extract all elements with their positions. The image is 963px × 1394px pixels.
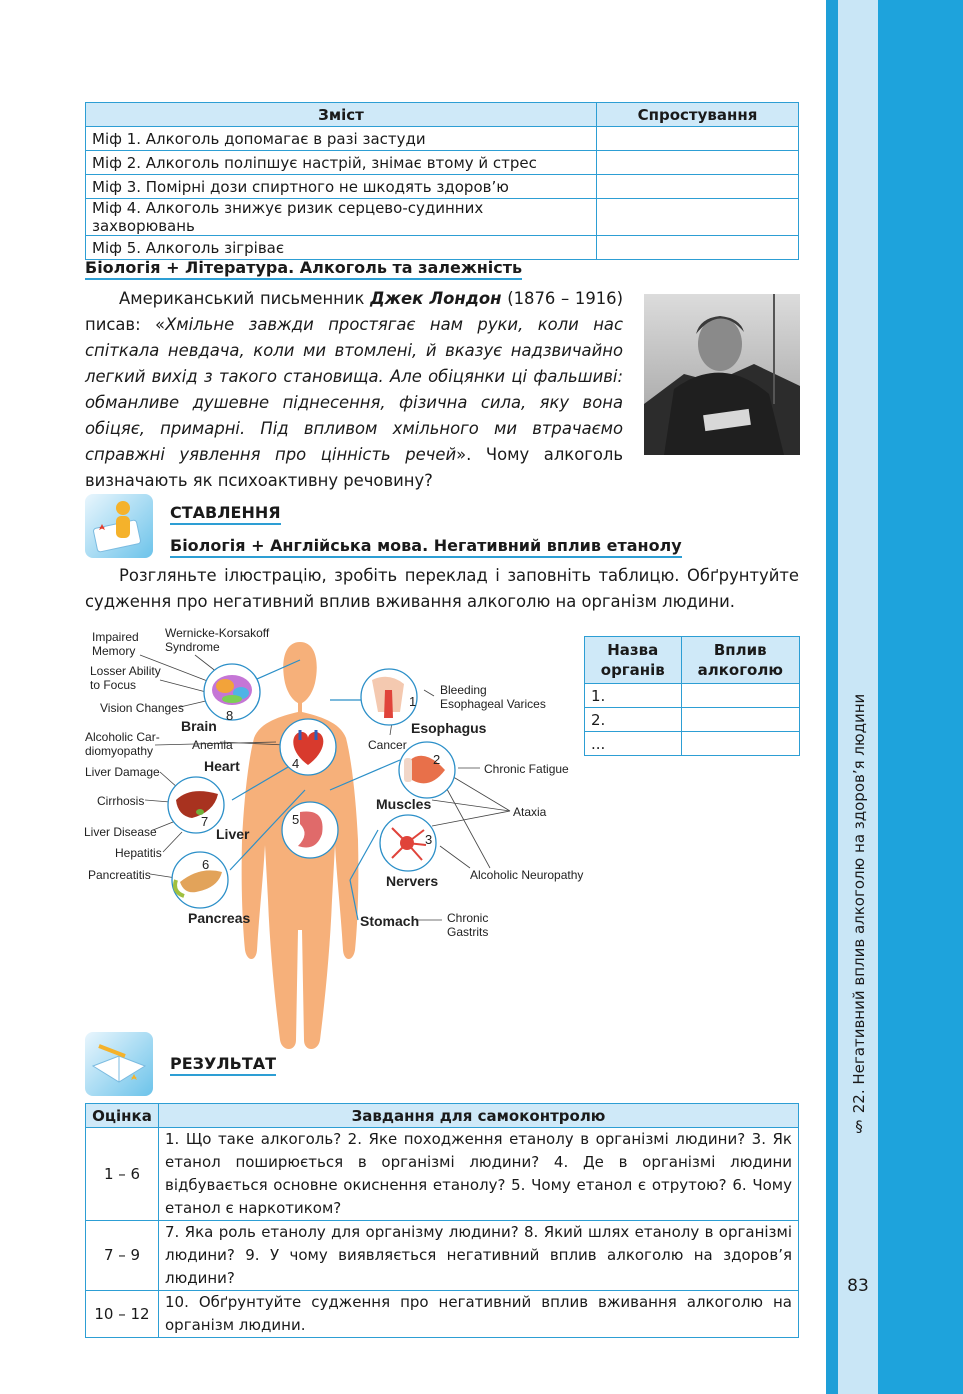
organ-cell: 1.: [585, 684, 682, 708]
myth-cell: Міф 4. Алкоголь знижує ризик серцево-судинних захворювань: [86, 199, 597, 236]
result-icon: [85, 1032, 153, 1096]
organ-pancreas: Pancreas: [188, 910, 251, 926]
label-cancer: Cancer: [368, 738, 407, 752]
organ-number: 5: [292, 812, 300, 827]
attitude-heading: СТАВЛЕННЯ: [170, 503, 281, 525]
refutation-cell[interactable]: [597, 199, 799, 236]
table-row: [86, 127, 799, 151]
myth-cell: Міф 5. Алкоголь зігріває: [86, 236, 597, 260]
author-name: Джек Лондон: [370, 289, 502, 308]
label-losser-ability: Losser Ability to Focus: [90, 664, 161, 692]
label-wernicke: Wernicke-Korsakoff Syndrome: [165, 626, 270, 654]
author-photo: [644, 294, 800, 455]
label-neuropathy: Alcoholic Neuropathy: [470, 868, 584, 882]
label-cirrhosis: Cirrhosis: [97, 794, 145, 808]
myth-cell: Міф 1. Алкоголь допомагає в разі застуди: [86, 127, 597, 151]
label-ataxia: Ataxia: [513, 805, 547, 819]
organ-liver: Liver: [216, 826, 250, 842]
label-bleeding: Bleeding Esophageal Varices: [440, 683, 546, 711]
results-header-tasks: Завдання для самоконтролю: [159, 1104, 799, 1128]
brain-icon: [212, 675, 252, 705]
organ-number: 8: [226, 708, 234, 723]
table-row: [86, 1291, 799, 1338]
organ-heart: Heart: [204, 758, 240, 774]
organ-cell: 2.: [585, 708, 682, 732]
organ-header-effect: Вплив алкоголю: [681, 637, 799, 684]
organ-number: 1: [409, 694, 417, 709]
grade-cell: 1 – 6: [86, 1128, 159, 1221]
page-number: 83: [847, 1276, 869, 1296]
refutation-cell[interactable]: [597, 175, 799, 199]
literature-paragraph: [85, 286, 623, 494]
refutation-cell[interactable]: [597, 236, 799, 260]
label-hepatitis: Hepatitis: [115, 846, 162, 860]
lead-text: Американський письменник: [119, 289, 371, 308]
label-fatigue: Chronic Fatigue: [484, 762, 569, 776]
organ-muscles: Muscles: [376, 796, 432, 812]
organ-header-name: Назва органів: [585, 637, 682, 684]
refutation-cell[interactable]: [597, 151, 799, 175]
person-icon: [85, 494, 153, 558]
organ-esophagus: Esophagus: [411, 720, 487, 736]
organ-nervers: Nervers: [386, 873, 439, 889]
organ-number: 6: [202, 857, 210, 872]
organ-number: 4: [292, 756, 300, 771]
organ-cell: ...: [585, 732, 682, 756]
table-row: [86, 175, 799, 199]
task-cell: 10. Обґрунтуйте судження про негативний вплив вживання алкоголю на організм людини.: [159, 1291, 799, 1338]
organ-number: 2: [433, 752, 441, 767]
attitude-subtitle: Біологія + Англійська мова. Негативний вплив етанолу: [170, 536, 682, 558]
table-row: [86, 151, 799, 175]
label-liver-disease: Liver Disease: [84, 825, 157, 839]
myth-cell: Міф 3. Помірні дози спиртного не шкодять здоров’ю: [86, 175, 597, 199]
chapter-title: § 22. Негативний вплив алкоголю на здоров’я людини: [850, 693, 868, 1137]
literature-title: Біологія + Література. Алкоголь та залежність: [85, 258, 522, 280]
label-liver-damage: Liver Damage: [85, 765, 160, 779]
side-stripe-dark: [878, 0, 963, 1394]
label-impaired-memory: Impaired Memory: [92, 630, 139, 658]
attitude-instruction: Розгляньте ілюстрацію, зробіть переклад і заповніть таблицю. Обґрунтуйте судження про негативний вплив вживання алкоголю на організм людини.: [85, 566, 799, 611]
grade-cell: 7 – 9: [86, 1221, 159, 1291]
myth-cell: Міф 2. Алкоголь поліпшує настрій, знімає втому й стрес: [86, 151, 597, 175]
myths-table: [85, 102, 799, 260]
label-pancreatitis: Pancreatitis: [88, 868, 151, 882]
label-cardiomyopathy: Alcoholic Car- diomyopathy: [85, 730, 160, 758]
results-table: [85, 1103, 799, 1338]
author-years: (1876 – 1916) писав: «: [85, 289, 623, 334]
table-row: [86, 199, 799, 236]
label-gastritis: Chronic Gastrits: [447, 911, 489, 939]
label-vision: Vision Changes: [100, 701, 184, 715]
table-row: [86, 1128, 799, 1221]
organ-number: 7: [201, 814, 209, 829]
table-row: [86, 1221, 799, 1291]
label-anemia: Anemia: [192, 738, 233, 752]
quote-text: Хмільне завжди простягає нам руки, коли нас спіткала невдача, коли ми втомлені, й вказує надзвичайно легкий вихід з такого становища. Але обіцянки ці фальшиві: обманливе душевне піднесення, фізична сила, яку вона обіцяє, примарні. Під впливом хмільного ми втрачаємо справжні уявлення про цінність речей: [85, 315, 623, 464]
task-cell: 7. Яка роль етанолу для організму людини? 8. Який шлях етанолу в організмі людини? 9. У чому виявляється негативний вплив алкоголю на здоров’я людини?: [159, 1221, 799, 1291]
attitude-icon: [85, 494, 153, 558]
organ-number: 3: [425, 832, 433, 847]
refutation-cell[interactable]: [597, 127, 799, 151]
question-text: ». Чому алкоголь визначають як психоактивну речовину?: [85, 445, 623, 490]
myths-header-content: Зміст: [86, 103, 597, 127]
book-icon: [85, 1032, 153, 1096]
results-header-grade: Оцінка: [86, 1104, 159, 1128]
table-row: [86, 236, 799, 260]
organ-stomach: Stomach: [360, 913, 420, 929]
task-cell: 1. Що таке алкоголь? 2. Яке походження етанолу в організмі людини? 3. Як етанол поширюється в організмі людини? 4. Де в організмі людини відбувається основне окиснення етанолу? 5. Чому етанол є отрутою? 6. Чому етанол є наркотиком?: [159, 1128, 799, 1221]
myths-header-refutation: Спростування: [597, 103, 799, 127]
result-heading: РЕЗУЛЬТАТ: [170, 1054, 276, 1076]
organ-brain: Brain: [181, 718, 217, 734]
grade-cell: 10 – 12: [86, 1291, 159, 1338]
